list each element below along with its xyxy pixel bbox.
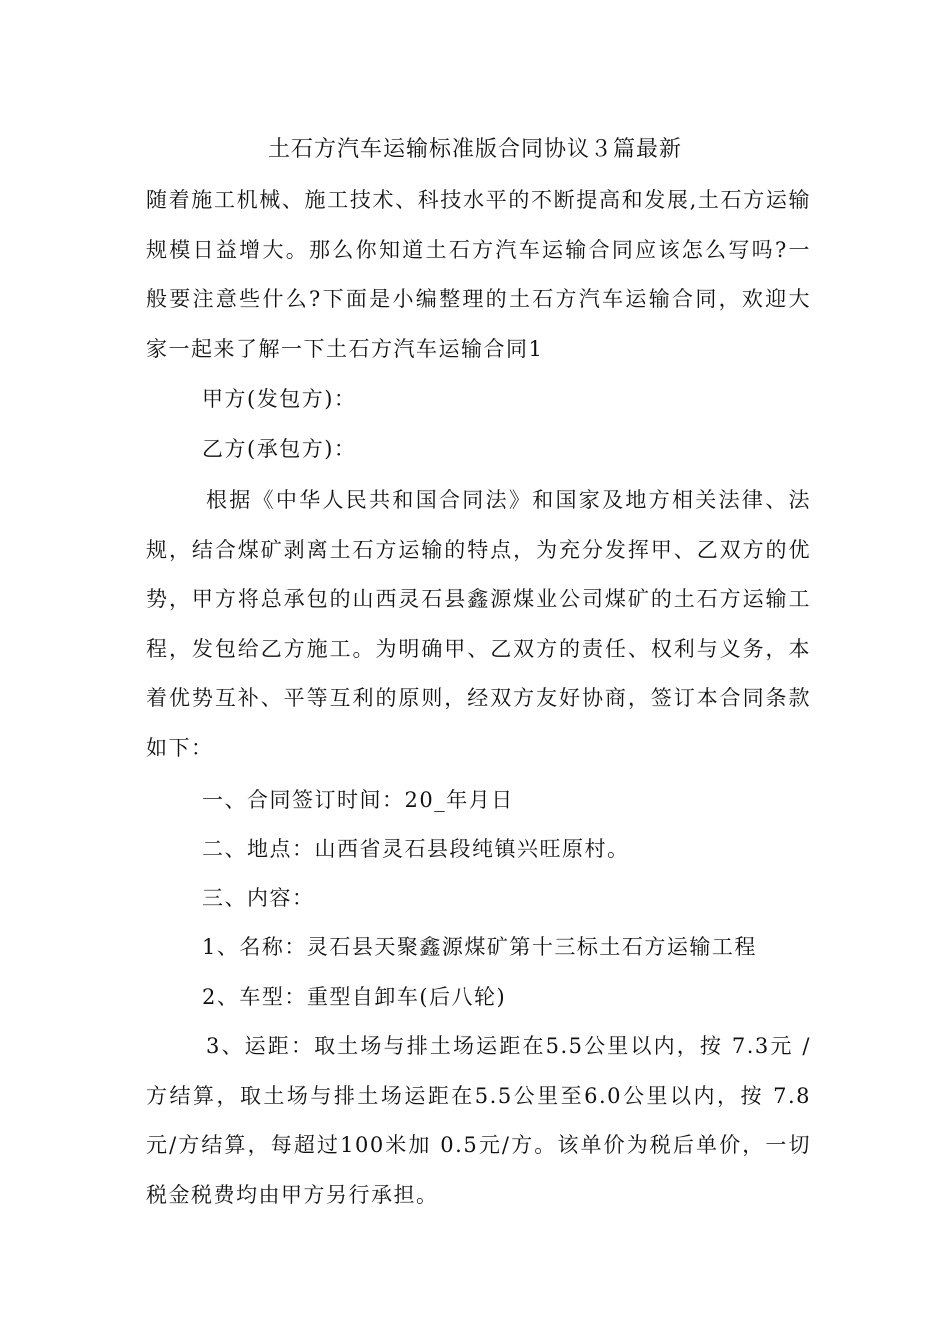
intro-paragraph: 随着施工机械、施工技术、科技水平的不断提高和发展,土石方运输规模日益增大。那么你知道土石方汽车运输合同应该怎么写吗?一般要注意些什么?下面是小编整理的土石方汽车运输合同，欢迎大家一起来了解一下土石方汽车运输合同1 (146, 188, 811, 361)
item-project-name: 1、名称：灵石县天聚鑫源煤矿第十三标土石方运输工程 (202, 935, 757, 959)
clause-signing-time: 一、合同签订时间：20_年月日 (202, 788, 514, 812)
item-vehicle-type: 2、车型：重型自卸车(后八轮) (202, 985, 507, 1009)
document-title: 土石方汽车运输标准版合同协议３篇最新 (267, 137, 682, 162)
legal-basis-paragraph: 根据《中华人民共和国合同法》和国家及地方相关法律、法规，结合煤矿剥离土石方运输的特点，为充分发挥甲、乙双方的优势，甲方将总承包的山西灵石县鑫源煤业公司煤矿的土石方运输工程，发包给乙方施工。为明确甲、乙双方的责任、权利与义务，本着优势互补、平等互利的原则，经双方友好协商，签订本合同条款如下： (146, 488, 811, 760)
item-haul-distance: 3、运距：取土场与排土场运距在5.5公里以内，按 7.3元 /方结算，取土场与排土场运距在5.5公里至6.0公里以内，按 7.8元/方结算，每超过100米加 0.5元/方。该单价为税后单价，一切税金税费均由甲方另行承担。 (146, 1034, 811, 1207)
party-a-label: 甲方(发包方)： (202, 387, 357, 411)
party-b-label: 乙方(承包方)： (202, 437, 357, 461)
clause-location: 二、地点：山西省灵石县段纯镇兴旺原村。 (202, 837, 630, 861)
clause-content-heading: 三、内容： (202, 886, 315, 910)
